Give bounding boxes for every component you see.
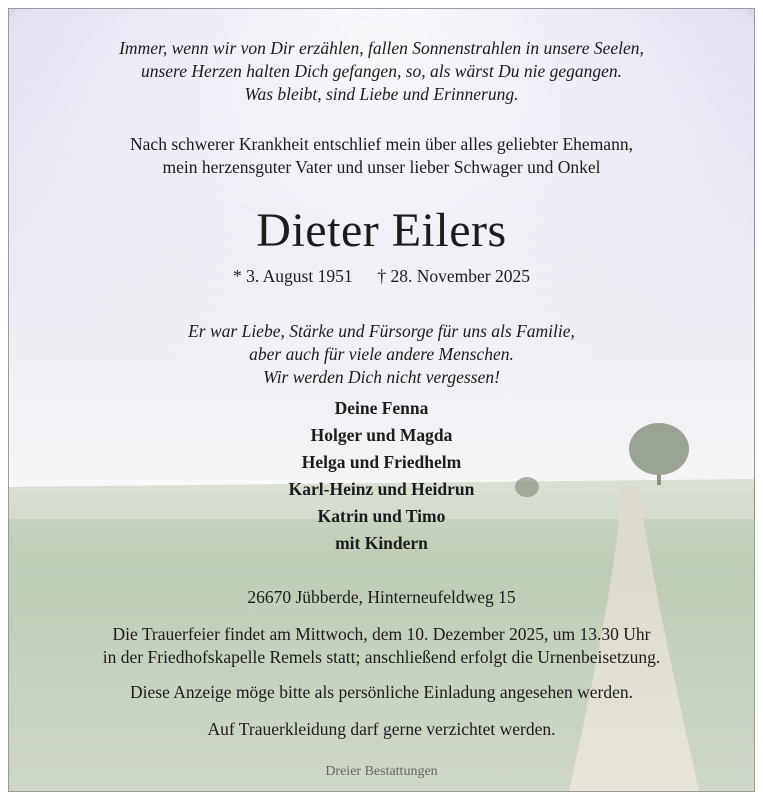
obituary-frame [8,8,755,792]
poem-line-2: unsere Herzen halten Dich gefangen, so, als wärst Du nie gegangen. [140,61,623,81]
life-dates [9,265,754,287]
poem-line-1: Immer, wenn wir von Dir erzählen, fallen Sonnenstrahlen in unsere Seelen, [119,38,644,58]
funeral-line-1: Die Trauerfeier findet am Mittwoch, dem 10. Dezember 2025, um 13.30 Uhr [112,624,651,644]
intro-line-1: Nach schwerer Krankheit entschlief mein über alles geliebter Ehemann, [130,134,633,154]
birth-date: * 3. August 1951 [233,266,353,286]
tribute-line-3: Wir werden Dich nicht vergessen! [263,367,500,387]
mourner-5: Katrin und Timo [317,506,446,526]
tribute-line-1: Er war Liebe, Stärke und Fürsorge für uns als Familie, [188,321,575,341]
funeral-line-2: in der Friedhofskapelle Remels statt; anschließend erfolgt die Urnenbeisetzung. [102,647,661,667]
obituary-content [9,9,754,791]
mourner-4: Karl-Heinz und Heidrun [288,479,475,499]
mourner-6: mit Kindern [335,533,428,553]
undertaker-credit: Dreier Bestattungen [325,764,438,779]
death-date: † 28. November 2025 [377,266,530,286]
mourner-1: Deine Fenna [334,398,429,418]
tribute-line-2: aber auch für viele andere Menschen. [249,344,514,364]
mourner-3: Helga und Friedhelm [301,452,462,472]
poem-line-3: Was bleibt, sind Liebe und Erinnerung. [244,84,519,104]
invitation-note: Diese Anzeige möge bitte als persönliche Einladung angesehen werden. [130,682,633,702]
mourner-2: Holger und Magda [310,425,453,445]
intro-line-2: mein herzensguter Vater und unser lieber Schwager und Onkel [162,157,601,177]
address: 26670 Jübberde, Hinterneufeldweg 15 [247,587,516,607]
deceased-name: Dieter Eilers [256,204,507,257]
dress-note: Auf Trauerkleidung darf gerne verzichtet werden. [207,719,556,739]
